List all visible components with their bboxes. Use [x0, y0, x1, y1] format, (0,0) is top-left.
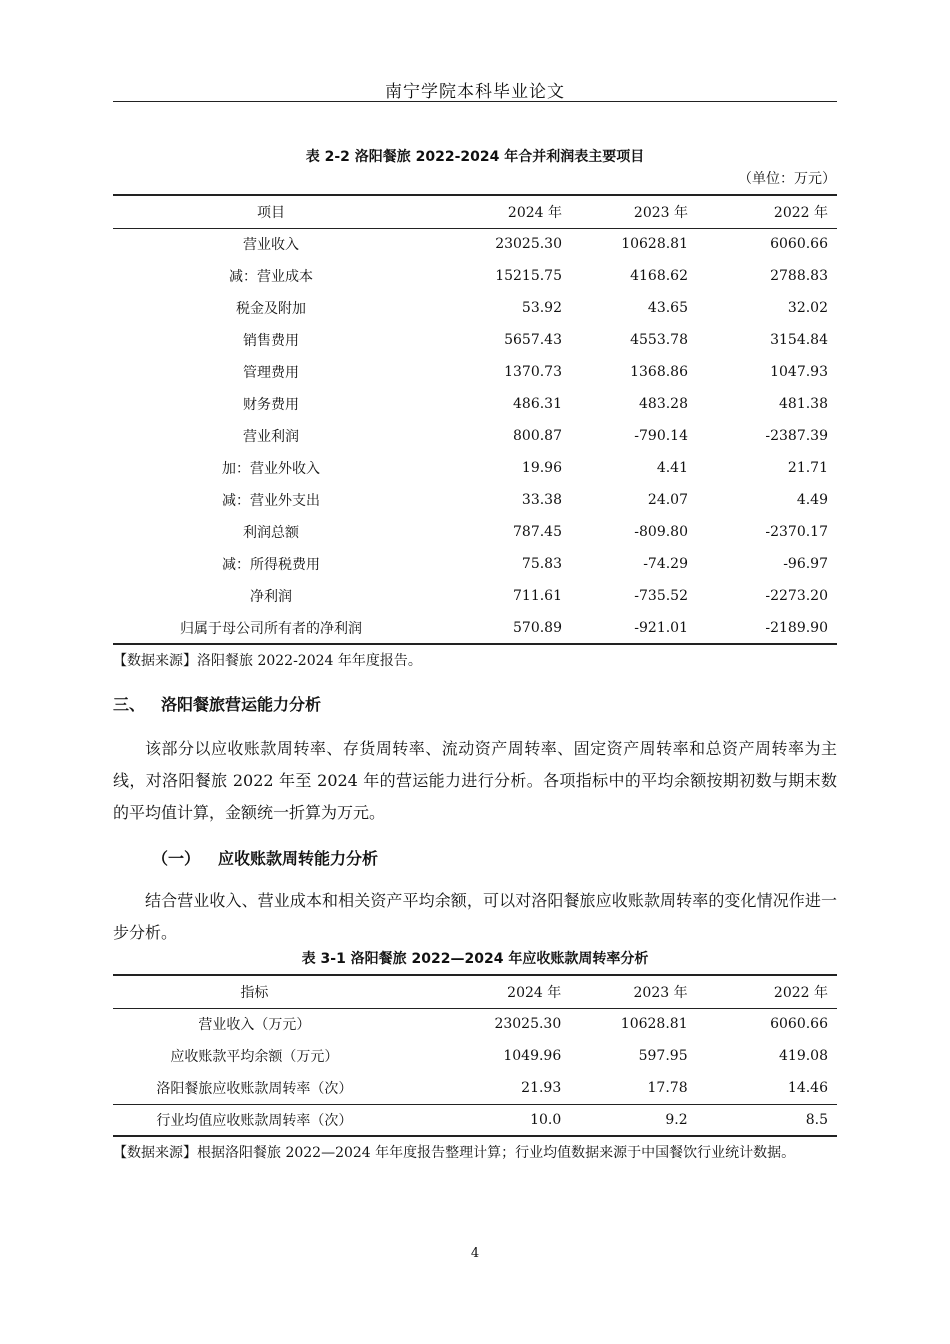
- table-row: [113, 1072, 837, 1104]
- table-row: [113, 420, 837, 452]
- row-label: 营业收入（万元）: [198, 1017, 311, 1034]
- table-cell: 1049.96: [503, 1048, 562, 1064]
- column-header: 2022 年: [703, 195, 837, 228]
- table-cell: 23025.30: [494, 1016, 562, 1033]
- table-row: [113, 1040, 837, 1072]
- table-cell: 19.96: [521, 460, 562, 476]
- column-header: 指标: [113, 975, 396, 1008]
- table-row: [113, 1008, 837, 1040]
- row-label: 营业收入: [243, 237, 299, 254]
- table-row: [113, 292, 837, 324]
- table-cell: 570.89: [429, 612, 573, 644]
- column-header: 2024 年: [429, 195, 573, 228]
- table-row: [113, 612, 837, 644]
- table-row: [113, 324, 837, 356]
- income-statement-table: [113, 194, 837, 645]
- table-cell: 1370.73: [504, 364, 562, 380]
- row-label: 管理费用: [243, 365, 299, 381]
- row-label: 利润总额: [243, 525, 299, 541]
- table-row: [113, 484, 837, 516]
- table-cell: 3154.84: [770, 332, 828, 348]
- subsection-paragraph: 结合营业收入、营业成本和相关资产平均余额，可以对洛阳餐旅应收账款周转率的变化情况作进一步分析。: [113, 891, 837, 942]
- row-label: 行业均值应收账款周转率（次）: [113, 1104, 396, 1136]
- table-cell: 800.87: [513, 428, 562, 444]
- table-cell: 9.2: [572, 1104, 702, 1136]
- section-title: 洛阳餐旅营运能力分析: [161, 695, 322, 714]
- table-cell: 24.07: [647, 492, 688, 508]
- row-label: 减：所得税费用: [222, 557, 320, 573]
- table-cell: 4.41: [656, 460, 688, 476]
- table-cell: 8.5: [703, 1104, 837, 1136]
- table2-caption: 表 3-1 洛阳餐旅 2022—2024 年应收账款周转率分析: [301, 951, 649, 967]
- row-label: 财务费用: [243, 397, 299, 413]
- section-heading: [113, 692, 321, 715]
- row-label: 减：营业成本: [229, 269, 313, 285]
- section-number: 三、: [113, 695, 146, 714]
- table-row: [113, 260, 837, 292]
- table-cell: 787.45: [513, 524, 562, 540]
- table-cell: -790.14: [634, 428, 688, 444]
- table-cell: -2189.90: [703, 612, 837, 644]
- table-cell: -735.52: [634, 588, 688, 604]
- column-header: 2024 年: [396, 975, 572, 1008]
- table-cell: -809.80: [634, 524, 688, 540]
- table-cell: 4.49: [796, 492, 828, 508]
- table-cell: 5657.43: [504, 332, 562, 348]
- table2-source: 【数据来源】根据洛阳餐旅 2022—2024 年年度报告整理计算；行业均值数据来源于中国餐饮行业统计数据。: [113, 1145, 796, 1161]
- table-cell: 33.38: [521, 492, 562, 508]
- column-header: 2022 年: [703, 975, 837, 1008]
- page-number: 4: [470, 1246, 480, 1261]
- table-cell: 21.93: [521, 1079, 562, 1096]
- column-header: 项目: [113, 195, 429, 228]
- row-label: 洛阳餐旅应收账款周转率（次）: [156, 1080, 353, 1097]
- table1-unit: （单位：万元）: [738, 171, 836, 187]
- table-row: [113, 356, 837, 388]
- table-row: [113, 228, 837, 260]
- table-cell: -74.29: [643, 556, 688, 572]
- subsection-number: （一）: [152, 849, 201, 868]
- table-cell: 23025.30: [495, 236, 562, 253]
- table-header-row: [113, 195, 837, 228]
- table-cell: -921.01: [573, 612, 703, 644]
- row-label: 加：营业外收入: [222, 461, 320, 477]
- row-label: 净利润: [250, 589, 292, 605]
- table-cell: -96.97: [783, 556, 828, 572]
- table-cell: 4168.62: [630, 268, 688, 284]
- table-cell: 4553.78: [630, 332, 688, 348]
- table-cell: 32.02: [787, 300, 828, 316]
- table-row: [113, 548, 837, 580]
- table-row: [113, 388, 837, 420]
- table-cell: -2370.17: [765, 524, 828, 540]
- table-cell: 419.08: [779, 1048, 828, 1064]
- table-cell: 597.95: [638, 1048, 688, 1064]
- table-cell: 15215.75: [495, 268, 562, 284]
- column-header: 2023 年: [572, 975, 702, 1008]
- row-label: 归属于母公司所有者的净利润: [113, 612, 429, 644]
- table-cell: 6060.66: [770, 1016, 828, 1033]
- table-cell: 14.46: [787, 1079, 828, 1096]
- table-cell: 6060.66: [770, 236, 828, 253]
- table-cell: -2273.20: [765, 588, 828, 604]
- table1-caption: 表 2-2 洛阳餐旅 2022-2024 年合并利润表主要项目: [305, 149, 645, 165]
- table-cell: 17.78: [647, 1079, 688, 1096]
- table-cell: 21.71: [787, 460, 828, 476]
- table-cell: 10628.81: [621, 236, 688, 253]
- row-label: 应收账款平均余额（万元）: [170, 1049, 339, 1065]
- table-cell: 483.28: [639, 396, 688, 412]
- row-label: 减：营业外支出: [222, 493, 320, 509]
- table-row: [113, 452, 837, 484]
- table-cell: 53.92: [521, 300, 562, 316]
- column-header: 2023 年: [573, 195, 703, 228]
- subsection-heading: [152, 846, 378, 869]
- table-cell: 75.83: [521, 556, 562, 572]
- table-cell: -2387.39: [765, 428, 828, 444]
- running-header: 南宁学院本科毕业论文: [385, 82, 565, 102]
- table-cell: 43.65: [647, 300, 688, 316]
- row-label: 销售费用: [243, 333, 299, 349]
- row-label: 税金及附加: [236, 301, 306, 317]
- table-header-row: [113, 975, 837, 1008]
- row-label: 营业利润: [243, 429, 299, 445]
- table-cell: 1047.93: [770, 364, 828, 380]
- table1-source: 【数据来源】洛阳餐旅 2022-2024 年年度报告。: [113, 653, 422, 669]
- receivables-turnover-table: [113, 974, 837, 1137]
- table-cell: 711.61: [513, 588, 562, 604]
- table-row: [113, 580, 837, 612]
- table-cell: 10.0: [396, 1104, 572, 1136]
- table-cell: 481.38: [779, 396, 828, 412]
- table-cell: 486.31: [513, 396, 562, 412]
- section-paragraph: 该部分以应收账款周转率、存货周转率、流动资产周转率、固定资产周转率和总资产周转率为主线，对洛阳餐旅 2022 年至 2024 年的营运能力进行分析。各项指标中的平均余额按期初数与期末数的平均值计算，金额统一折算为万元。: [113, 739, 837, 822]
- table-cell: 2788.83: [770, 268, 828, 284]
- subsection-title: 应收账款周转能力分析: [218, 849, 379, 868]
- header-rule: [113, 101, 837, 102]
- table-cell: 10628.81: [620, 1016, 688, 1033]
- table-cell: 1368.86: [630, 364, 688, 380]
- table-row: [113, 1104, 837, 1136]
- table-row: [113, 516, 837, 548]
